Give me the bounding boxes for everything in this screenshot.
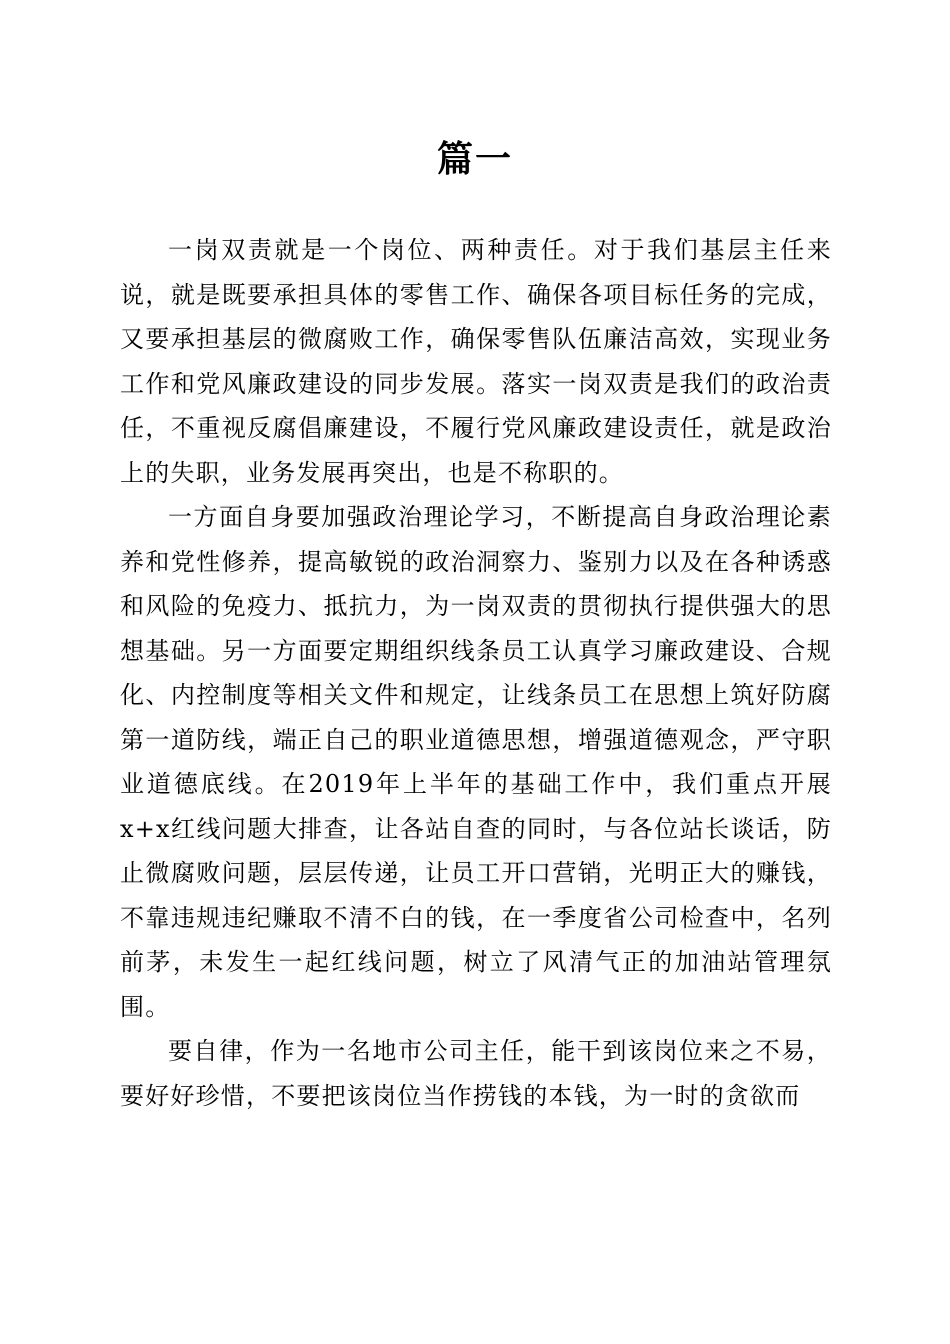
- paragraph-2: 一方面自身要加强政治理论学习，不断提高自身政治理论素养和党性修养，提高敏锐的政治洞察力、鉴别力以及在各种诱惑和风险的免疫力、抵抗力，为一岗双责的贯彻执行提供强大的思想基础。另一方面要定期组织线条员工认真学习廉政建设、合规化、内控制度等相关文件和规定，让线条员工在思想上筑好防腐第一道防线，端正自己的职业道德思想，增强道德观念，严守职业道德底线。在2019年上半年的基础工作中，我们重点开展x+x红线问题大排查，让各站自查的同时，与各位站长谈话，防止微腐败问题，层层传递，让员工开口营销，光明正大的赚钱，不靠违规违纪赚取不清不白的钱，在一季度省公司检查中，名列前茅，未发生一起红线问题，树立了风清气正的加油站管理氛围。: [120, 503, 832, 1021]
- document-body: [120, 228, 832, 1118]
- paragraph-1: 一岗双责就是一个岗位、两种责任。对于我们基层主任来说，就是既要承担具体的零售工作、确保各项目标任务的完成，又要承担基层的微腐败工作，确保零售队伍廉洁高效，实现业务工作和党风廉政建设的同步发展。落实一岗双责是我们的政治责任，不重视反腐倡廉建设，不履行党风廉政建设责任，就是政治上的失职，业务发展再突出，也是不称职的。: [120, 236, 832, 487]
- document-title: 篇一: [436, 138, 513, 180]
- paragraph-3: 要自律，作为一名地市公司主任，能干到该岗位来之不易，要好好珍惜，不要把该岗位当作捞钱的本钱，为一时的贪欲而: [120, 1037, 832, 1110]
